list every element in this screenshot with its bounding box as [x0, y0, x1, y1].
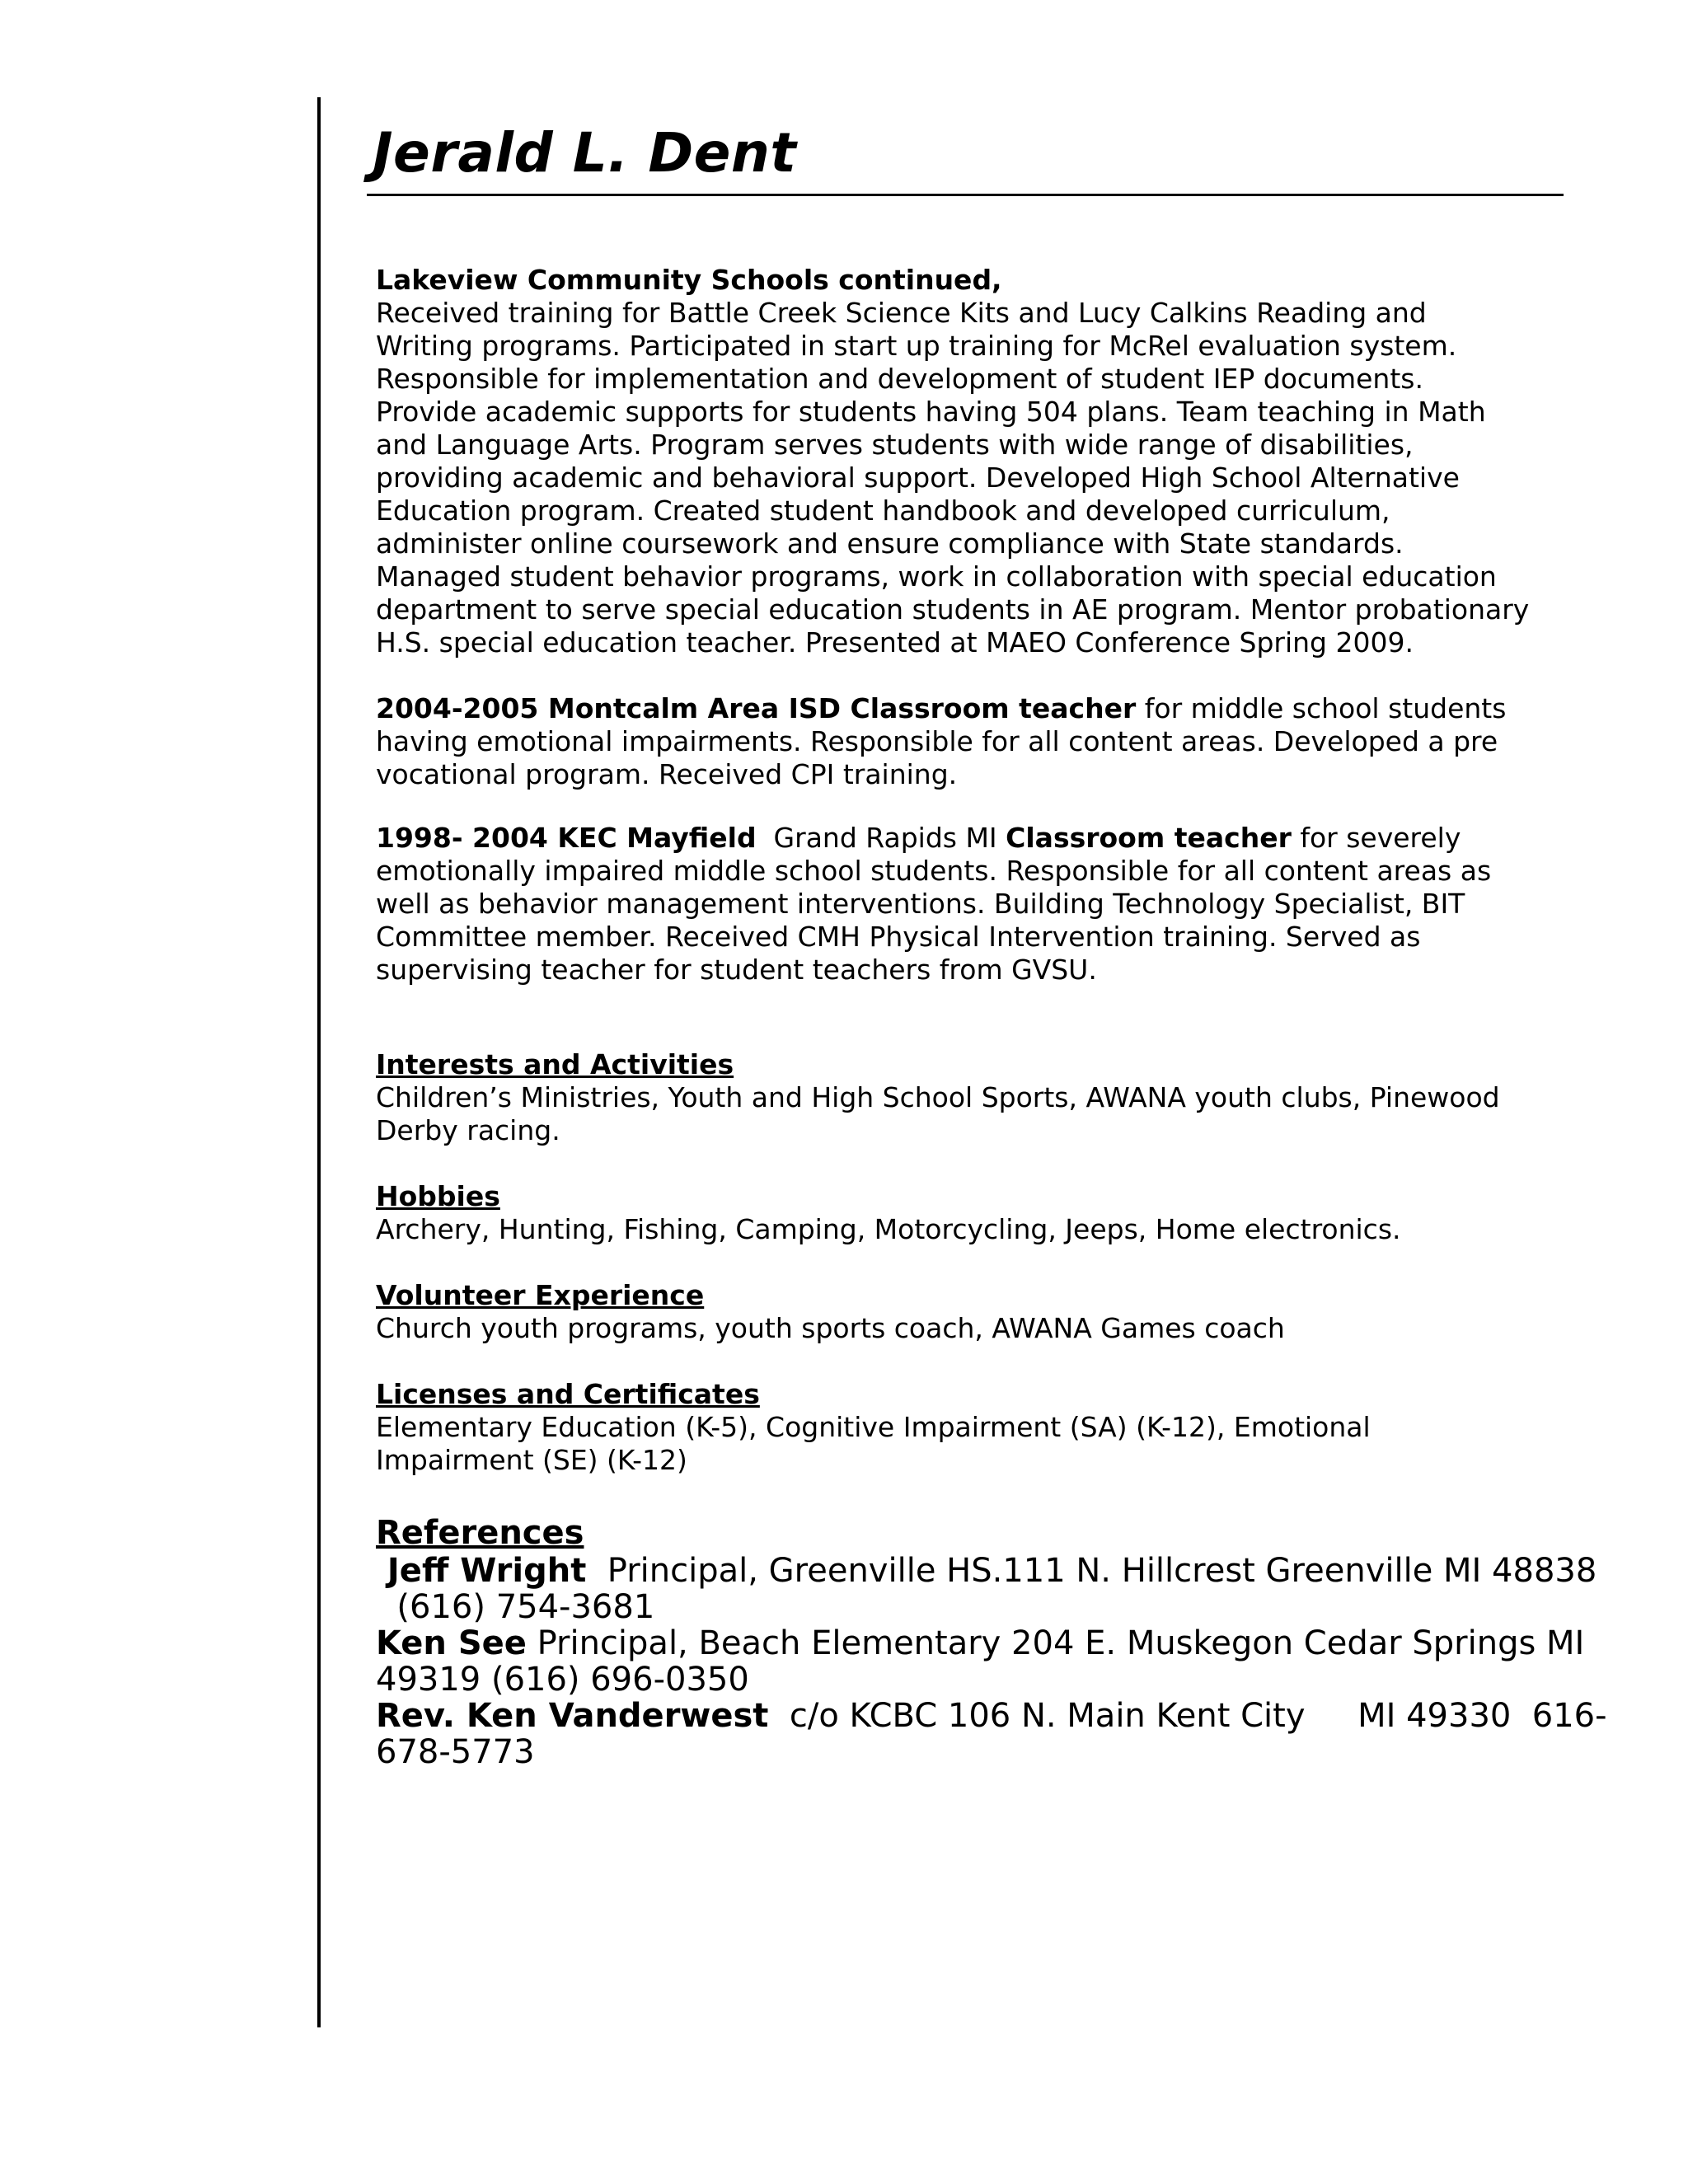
kec-location: Grand Rapids MI: [756, 822, 1006, 854]
left-vertical-rule: [317, 97, 321, 2027]
reference-item: [376, 1552, 1597, 1590]
reference-details: Principal, Greenville HS.111 N. Hillcrest Greenville MI 48838: [586, 1552, 1597, 1590]
reference-name: Ken See: [376, 1624, 527, 1662]
licenses-heading: Licenses and Certificates: [376, 1378, 760, 1410]
kec-line: Committee member. Received CMH Physical Intervention training. Served as: [376, 921, 1421, 953]
lakeview-line: Managed student behavior programs, work in collaboration with special education: [376, 560, 1497, 593]
lakeview-line: H.S. special education teacher. Presented at MAEO Conference Spring 2009.: [376, 626, 1414, 658]
kec-role: Classroom teacher: [1006, 822, 1292, 854]
spacer: [376, 659, 1546, 692]
spacer: [376, 987, 1546, 1048]
spacer: [376, 1147, 1546, 1180]
lakeview-line: department to serve special education students in AE program. Mentor probationary: [376, 593, 1530, 626]
reference-name: Jeff Wright: [376, 1552, 587, 1590]
montcalm-entry-line: [376, 692, 1546, 725]
resume-body: [376, 264, 1607, 1771]
reference-name: Rev. Ken Vanderwest: [376, 1697, 769, 1735]
volunteer-line: Church youth programs, youth sports coach, AWANA Games coach: [376, 1312, 1285, 1344]
hobbies-line: Archery, Hunting, Fishing, Camping, Motorcycling, Jeeps, Home electronics.: [376, 1213, 1401, 1245]
licenses-line: Impairment (SE) (K-12): [376, 1444, 687, 1476]
kec-line: well as behavior management interventions. Building Technology Specialist, BIT: [376, 888, 1465, 920]
kec-lead: 1998- 2004 KEC Mayfield: [376, 822, 757, 854]
kec-line: emotionally impaired middle school students. Responsible for all content areas as: [376, 855, 1492, 887]
lakeview-line: and Language Arts. Program serves students with wide range of disabilities,: [376, 429, 1414, 461]
references-list: [376, 1552, 1607, 1771]
kec-rest: for severely: [1291, 822, 1461, 854]
lakeview-line: Received training for Battle Creek Science Kits and Lucy Calkins Reading and: [376, 297, 1427, 329]
montcalm-lead: 2004-2005 Montcalm Area ISD Classroom teacher: [376, 692, 1137, 724]
interests-line: Children’s Ministries, Youth and High School Sports, AWANA youth clubs, Pinewood: [376, 1081, 1500, 1113]
spacer: [376, 1477, 1546, 1513]
kec-line: supervising teacher for student teachers from GVSU.: [376, 954, 1097, 986]
lakeview-line: Education program. Created student handbook and developed curriculum,: [376, 494, 1390, 527]
reference-contact: (616) 754-3681: [376, 1588, 655, 1626]
interests-heading: Interests and Activities: [376, 1048, 734, 1080]
reference-contact: 49319 (616) 696-0350: [376, 1661, 749, 1699]
resume-name: Jerald L. Dent: [373, 121, 797, 185]
reference-item: [376, 1624, 1585, 1662]
lakeview-line: Responsible for implementation and development of student IEP documents.: [376, 363, 1423, 395]
montcalm-line: having emotional impairments. Responsible for all content areas. Developed a pre: [376, 725, 1498, 757]
header-rule: [367, 194, 1564, 196]
spacer: [376, 791, 1546, 822]
montcalm-line: vocational program. Received CPI training.: [376, 758, 958, 790]
montcalm-rest: for middle school students: [1136, 692, 1507, 724]
reference-contact: 678-5773: [376, 1733, 535, 1771]
lakeview-title: Lakeview Community Schools continued,: [376, 264, 1002, 296]
reference-item: [376, 1697, 1607, 1735]
lakeview-line: Writing programs. Participated in start up training for McRel evaluation system.: [376, 330, 1457, 362]
interests-line: Derby racing.: [376, 1114, 560, 1146]
spacer: [376, 1345, 1546, 1378]
kec-entry-line: [376, 822, 1546, 855]
spacer: [376, 1246, 1546, 1279]
reference-details: Principal, Beach Elementary 204 E. Muskegon Cedar Springs MI: [526, 1624, 1585, 1662]
lakeview-line: providing academic and behavioral support. Developed High School Alternative: [376, 462, 1460, 494]
licenses-line: Elementary Education (K-5), Cognitive Impairment (SA) (K-12), Emotional: [376, 1411, 1371, 1443]
hobbies-heading: Hobbies: [376, 1180, 500, 1212]
references-heading: References: [376, 1514, 584, 1552]
lakeview-line: administer online coursework and ensure compliance with State standards.: [376, 527, 1404, 560]
lakeview-line: Provide academic supports for students having 504 plans. Team teaching in Math: [376, 396, 1486, 428]
volunteer-heading: Volunteer Experience: [376, 1279, 705, 1311]
reference-details: c/o KCBC 106 N. Main Kent City MI 49330 616-: [768, 1697, 1607, 1735]
